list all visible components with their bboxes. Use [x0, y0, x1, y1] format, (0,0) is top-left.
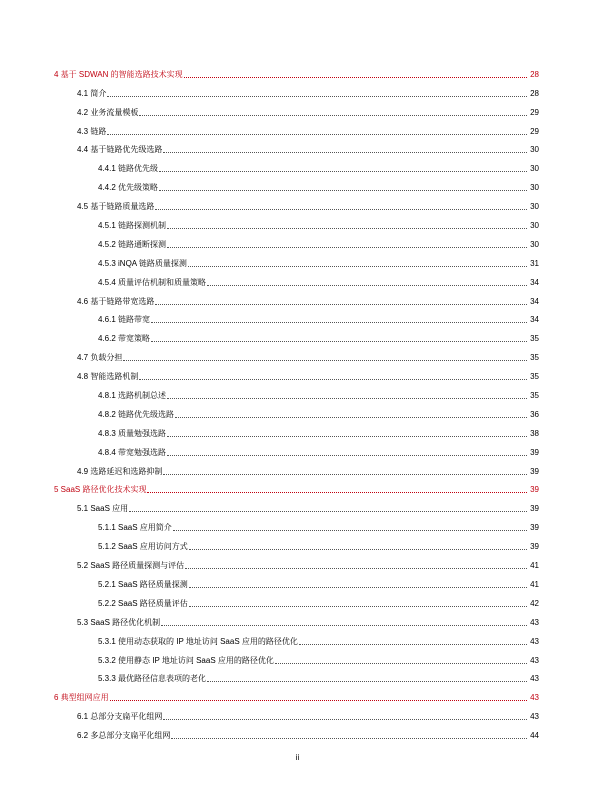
dot-leader	[207, 285, 527, 286]
toc-entry-page-number: 30	[530, 164, 539, 174]
toc-entry-title: 5 SaaS 路径优化技术实现	[54, 485, 147, 495]
toc-entry-title: 4 基于 SDWAN 的智能选路技术实现	[54, 69, 183, 79]
dot-leader	[167, 436, 527, 437]
toc-entry[interactable]	[52, 174, 539, 193]
page-number: ii	[295, 753, 300, 762]
toc-entry[interactable]	[52, 590, 539, 609]
toc-entry[interactable]	[52, 609, 539, 628]
toc-entry-page-number: 30	[530, 239, 539, 249]
toc-entry-page-number: 30	[530, 183, 539, 193]
toc-entry-title: 4.5.2 链路通断探测	[98, 239, 167, 249]
toc-entry[interactable]	[52, 514, 539, 533]
toc-entry-page-number: 30	[530, 202, 539, 212]
toc-entry-page-number: 36	[530, 409, 539, 419]
dot-leader	[163, 152, 527, 153]
toc-entry[interactable]	[52, 231, 539, 250]
toc-entry-title: 4.6.1 链路带宽	[98, 315, 151, 325]
toc-entry-page-number: 39	[530, 466, 539, 476]
toc-entry-page-number: 43	[530, 693, 539, 703]
toc-entry[interactable]	[52, 533, 539, 552]
dot-leader	[163, 474, 527, 475]
dot-leader	[207, 681, 527, 682]
toc-entry[interactable]	[52, 80, 539, 99]
toc-entry-title: 4.5 基于链路质量选路	[77, 202, 155, 212]
toc-entry-title: 4.4.2 优先级策略	[98, 183, 159, 193]
toc-entry-title: 4.8 智能选路机制	[77, 372, 139, 382]
toc-chapter-entry[interactable]	[52, 684, 539, 703]
toc-chapter-entry[interactable]	[52, 477, 539, 496]
toc-entry-title: 5.2 SaaS 路径质量探测与评估	[77, 561, 185, 571]
toc-entry[interactable]	[52, 212, 539, 231]
toc-entry-page-number: 42	[530, 598, 539, 608]
toc-entry[interactable]	[52, 137, 539, 156]
dot-leader	[159, 171, 527, 172]
dot-leader	[161, 625, 527, 626]
dot-leader	[167, 398, 527, 399]
toc-entry-page-number: 28	[530, 88, 539, 98]
toc-entry-page-number: 29	[530, 107, 539, 117]
toc-entry-page-number: 38	[530, 428, 539, 438]
dot-leader	[110, 700, 527, 701]
toc-entry[interactable]	[52, 269, 539, 288]
toc-entry-page-number: 39	[530, 542, 539, 552]
toc-entry-title: 6.2 多总部分支扁平化组网	[77, 731, 171, 741]
toc-entry[interactable]	[52, 552, 539, 571]
dot-leader	[107, 96, 527, 97]
toc-entry[interactable]	[52, 458, 539, 477]
toc-entry-page-number: 39	[530, 447, 539, 457]
dot-leader	[175, 417, 527, 418]
toc-entry-title: 5.1.1 SaaS 应用简介	[98, 523, 172, 533]
toc-entry[interactable]	[52, 439, 539, 458]
dot-leader	[189, 606, 527, 607]
toc-entry-page-number: 29	[530, 126, 539, 136]
toc-entry[interactable]	[52, 420, 539, 439]
toc-entry-title: 5.3 SaaS 路径优化机制	[77, 617, 161, 627]
toc-entry-title: 5.3.1 使用动态获取的 IP 地址访问 SaaS 应用的路径优化	[98, 636, 298, 646]
toc-entry-page-number: 30	[530, 221, 539, 231]
toc-entry[interactable]	[52, 495, 539, 514]
toc-entry-title: 4.6 基于链路带宽选路	[77, 296, 155, 306]
toc-entry-title: 5.2.1 SaaS 路径质量探测	[98, 579, 188, 589]
dot-leader	[155, 209, 527, 210]
toc-entry[interactable]	[52, 363, 539, 382]
toc-entry-page-number: 43	[530, 712, 539, 722]
toc-entry[interactable]	[52, 325, 539, 344]
dot-leader	[167, 247, 527, 248]
toc-entry-title: 5.1 SaaS 应用	[77, 504, 129, 514]
toc-entry[interactable]	[52, 307, 539, 326]
dot-leader	[123, 360, 527, 361]
toc-entry[interactable]	[52, 666, 539, 685]
toc-entry-title: 5.1.2 SaaS 应用访问方式	[98, 542, 188, 552]
table-of-contents	[52, 61, 539, 741]
toc-entry-title: 4.8.2 链路优先级选路	[98, 409, 175, 419]
dot-leader	[139, 115, 527, 116]
toc-entry-page-number: 39	[530, 523, 539, 533]
toc-chapter-entry[interactable]	[52, 61, 539, 80]
toc-entry[interactable]	[52, 628, 539, 647]
toc-entry[interactable]	[52, 382, 539, 401]
toc-entry-page-number: 43	[530, 617, 539, 627]
dot-leader	[151, 341, 527, 342]
toc-entry-title: 4.2 业务流量模板	[77, 107, 139, 117]
toc-entry[interactable]	[52, 344, 539, 363]
toc-entry-page-number: 39	[530, 485, 539, 495]
dot-leader	[188, 266, 527, 267]
toc-entry-page-number: 35	[530, 372, 539, 382]
toc-entry-title: 4.3 链路	[77, 126, 107, 136]
toc-entry-title: 6.1 总部分支扁平化组网	[77, 712, 163, 722]
toc-entry[interactable]	[52, 722, 539, 741]
dot-leader	[139, 379, 527, 380]
toc-entry-title: 4.5.4 质量评估机制和质量策略	[98, 277, 207, 287]
dot-leader	[189, 587, 527, 588]
dot-leader	[163, 719, 527, 720]
toc-entry-title: 4.4 基于链路优先级选路	[77, 145, 163, 155]
toc-entry-title: 4.1 简介	[77, 88, 107, 98]
dot-leader	[173, 530, 527, 531]
toc-entry-page-number: 44	[530, 731, 539, 741]
toc-entry[interactable]	[52, 193, 539, 212]
toc-entry-title: 4.7 负载分担	[77, 353, 123, 363]
toc-entry-title: 4.8.1 选路机制总述	[98, 391, 167, 401]
toc-entry[interactable]	[52, 250, 539, 269]
dot-leader	[275, 663, 527, 664]
toc-entry-title: 4.4.1 链路优先级	[98, 164, 159, 174]
toc-entry-page-number: 34	[530, 315, 539, 325]
toc-entry-page-number: 41	[530, 579, 539, 589]
toc-entry-title: 6 典型组网应用	[54, 693, 109, 703]
toc-entry-page-number: 30	[530, 145, 539, 155]
dot-leader	[151, 322, 527, 323]
toc-entry-title: 5.2.2 SaaS 路径质量评估	[98, 598, 188, 608]
dot-leader	[107, 134, 527, 135]
dot-leader	[184, 77, 527, 78]
dot-leader	[189, 549, 527, 550]
toc-entry-page-number: 43	[530, 674, 539, 684]
toc-entry-title: 4.5.1 链路探测机制	[98, 221, 167, 231]
toc-entry[interactable]	[52, 288, 539, 307]
toc-entry-title: 5.3.3 最优路径信息表项的老化	[98, 674, 207, 684]
dot-leader	[155, 304, 527, 305]
dot-leader	[185, 568, 527, 569]
toc-entry-title: 4.8.3 质量勉强选路	[98, 428, 167, 438]
toc-entry-title: 4.6.2 带宽策略	[98, 334, 151, 344]
toc-entry-title: 4.5.3 iNQA 链路质量探测	[98, 258, 187, 268]
toc-entry-page-number: 43	[530, 655, 539, 665]
dot-leader	[299, 644, 527, 645]
toc-entry-page-number: 35	[530, 353, 539, 363]
toc-entry[interactable]	[52, 703, 539, 722]
toc-entry[interactable]	[52, 401, 539, 420]
dot-leader	[129, 511, 527, 512]
toc-entry-page-number: 35	[530, 334, 539, 344]
dot-leader	[171, 738, 527, 739]
toc-entry-page-number: 43	[530, 636, 539, 646]
dot-leader	[167, 228, 527, 229]
toc-entry-title: 4.9 选路延迟和选路抑制	[77, 466, 163, 476]
toc-entry-page-number: 31	[530, 258, 539, 268]
toc-entry[interactable]	[52, 118, 539, 137]
toc-entry-page-number: 34	[530, 277, 539, 287]
toc-entry[interactable]	[52, 99, 539, 118]
toc-entry-title: 5.3.2 使用静态 IP 地址访问 SaaS 应用的路径优化	[98, 655, 274, 665]
dot-leader	[159, 190, 527, 191]
toc-entry-page-number: 28	[530, 69, 539, 79]
toc-entry[interactable]	[52, 571, 539, 590]
toc-entry[interactable]	[52, 155, 539, 174]
toc-entry[interactable]	[52, 647, 539, 666]
dot-leader	[147, 492, 527, 493]
toc-entry-title: 4.8.4 带宽勉强选路	[98, 447, 167, 457]
dot-leader	[167, 455, 527, 456]
toc-entry-page-number: 41	[530, 561, 539, 571]
toc-entry-page-number: 39	[530, 504, 539, 514]
toc-entry-page-number: 35	[530, 391, 539, 401]
toc-entry-page-number: 34	[530, 296, 539, 306]
